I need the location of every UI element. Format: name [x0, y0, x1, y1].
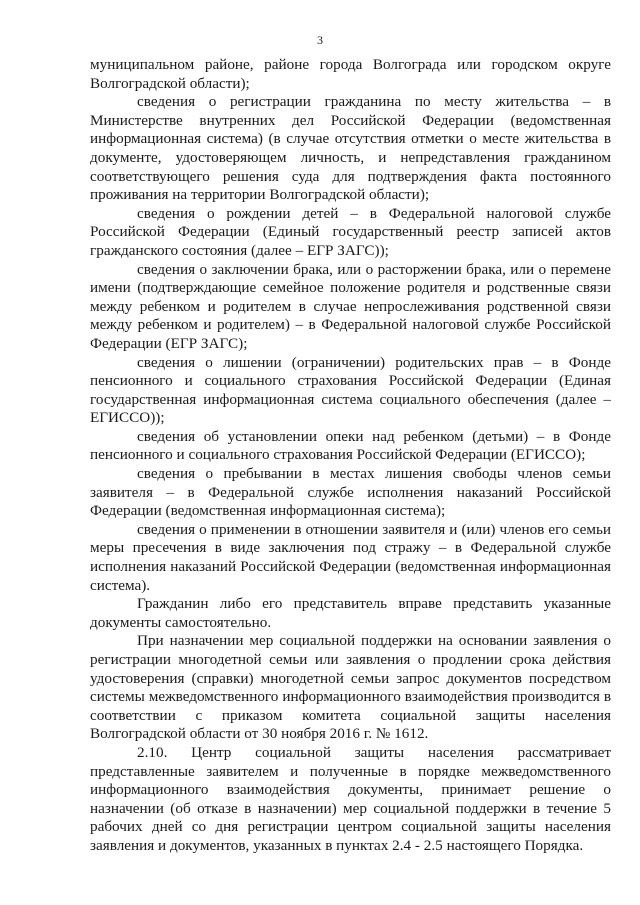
paragraph: муниципальном районе, районе города Волгограда или городском округе Волгоградской области); — [90, 56, 611, 92]
paragraph: сведения о применении в отношении заявителя и (или) членов его семьи меры пресечения в виде заключения под стражу – в Федеральной службе исполнения наказаний Российской Федерации (ведомственная информационная система). — [90, 520, 611, 594]
paragraph: сведения об установлении опеки над ребенком (детьми) – в Фонде пенсионного и социального страхования Российской Федерации (ЕГИССО); — [90, 427, 611, 464]
paragraph: сведения о регистрации гражданина по месту жительства – в Министерстве внутренних дел Российской Федерации (ведомственная информационная система) (в случае отсутствия отметки о месте жительства в документе, удостоверяющем личность, и непредставления гражданином соответствующего решения суда для подтверждения факта постоянного проживания на территории Волгоградской области); — [90, 93, 611, 204]
document-body — [90, 56, 611, 856]
paragraph: сведения о заключении брака, или о расторжении брака, или о перемене имени (подтверждающие семейное положение родителя и родственные связи между ребенком и родителем в случае непрослеживания родственной связи между ребенком и родителем) – в Федеральной налоговой службе Российской Федерации (ЕГР ЗАГС); — [90, 260, 611, 352]
paragraph: При назначении мер социальной поддержки на основании заявления о регистрации многодетной семьи или заявления о продлении срока действия удостоверения (справки) многодетной семьи запрос документов посредством системы межведомственного информационного взаимодействия производится в соответствии с приказом комитета социальной защиты населения Волгоградской области от 30 ноября 2016 г. № 1612. — [90, 632, 611, 743]
paragraph: 2.10. Центр социальной защиты населения рассматривает представленные заявителем и полученные в порядке межведомственного информационного взаимодействия документы, принимает решение о назначении (об отказе в назначении) мер социальной поддержки в течение 5 рабочих дней со дня регистрации центром социальной защиты населения заявления и документов, указанных в пунктах 2.4 - 2.5 настоящего Порядка. — [90, 743, 611, 854]
paragraph: сведения о пребывании в местах лишения свободы членов семьи заявителя – в Федеральной службе исполнения наказаний Российской Федерации (ведомственная информационная система); — [90, 465, 611, 520]
paragraph: сведения о рождении детей – в Федеральной налоговой службе Российской Федерации (Единый государственный реестр записей актов гражданского состояния (далее – ЕГР ЗАГС)); — [90, 204, 611, 259]
paragraph: Гражданин либо его представитель вправе представить указанные документы самостоятельно. — [90, 595, 611, 631]
page-number: 3 — [317, 33, 323, 47]
paragraph: сведения о лишении (ограничении) родительских прав – в Фонде пенсионного и социального страхования Российской Федерации (Единая государственная информационная система социального обеспечения (далее – ЕГИССО)); — [90, 353, 611, 427]
